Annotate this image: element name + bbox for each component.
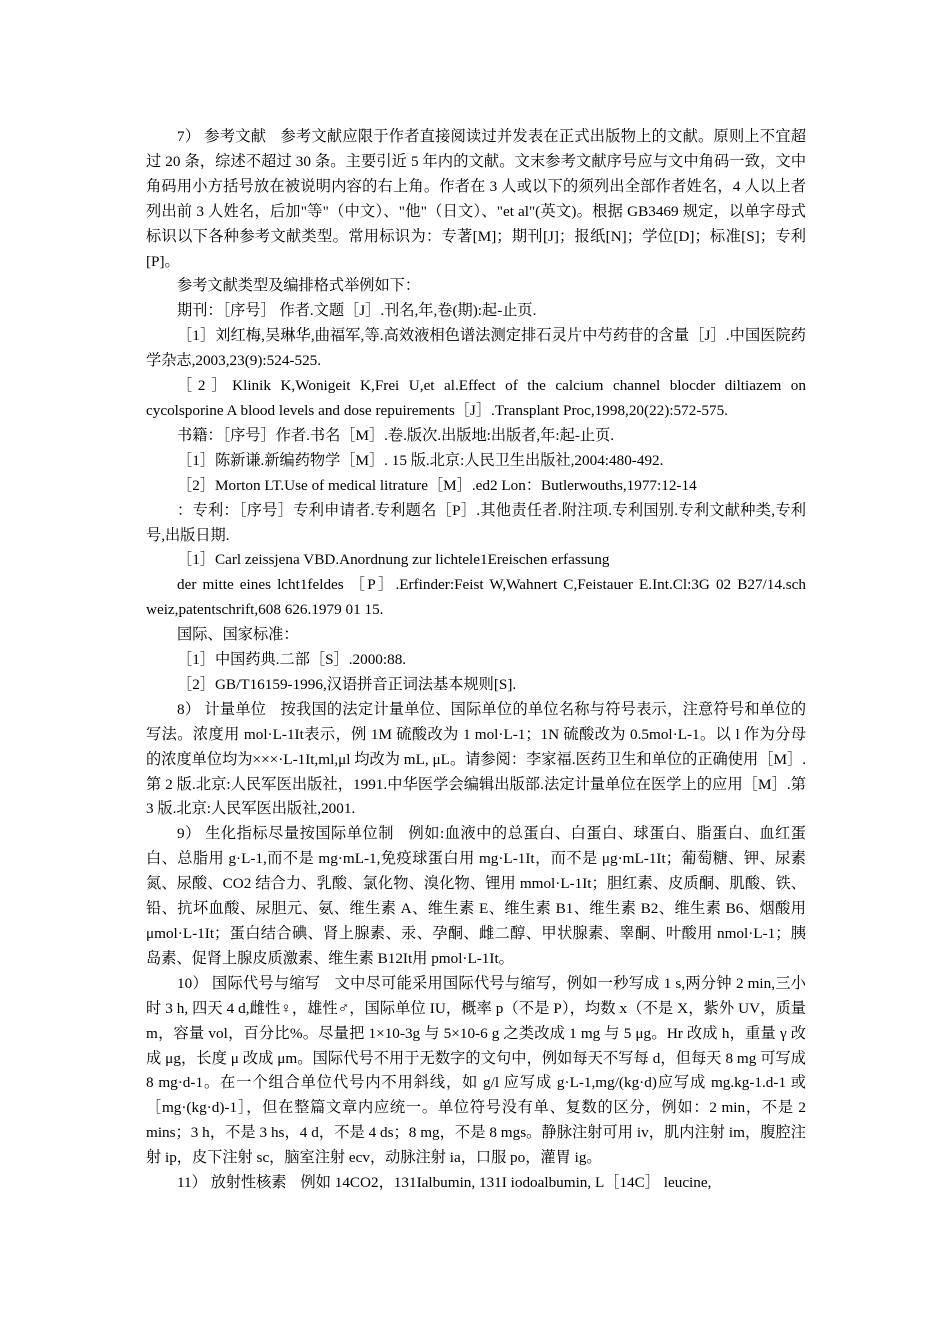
standard-format: 国际、国家标准：: [177, 626, 299, 644]
section-9-heading: 9） 生化指标尽量按国际单位制: [177, 825, 394, 843]
section-8-text: 按我国的法定计量单位、国际单位的单位名称与符号表示，注意符号和单位的写法。浓度用 mol·L-1It表示，例 1M 硫酸改为 1 mol·L-1；1N 硫酸改为 0.5mol·L-1。以 l 作为分母的浓度单位均为×××·L-1It,ml,μl 均改为 mL, μL。请参阅：李家福.医药卫生和单位的正确使用［M］.第 2 版.北京:人民军医出版社，1991.中华医学会编辑出版部.法定计量单位在医学上的应用［M］.第 3 版.北京:人民军医出版社,2001.: [146, 700, 807, 818]
reference-examples-intro: 参考文献类型及编排格式举例如下：: [177, 277, 420, 295]
section-10-heading: 10） 国际代号与缩写: [177, 974, 321, 992]
book-reference-1: ［1］陈新谦.新编药物学［M］. 15 版.北京:人民卫生出版社,2004:480-492.: [177, 451, 664, 469]
journal-format: 期刊：［序号］ 作者.文题［J］.刊名,年,卷(期):起-止页.: [177, 302, 537, 320]
journal-reference-2: ［2］Klinik K,Wonigeit K,Frei U,et al.Effect of the calcium channel blocder diltiazem on cycolsporine A blood levels and dose repuirements［J］.Transplant Proc,1998,20(22):572-575.: [146, 377, 806, 419]
section-7-text: 参考文献应限于作者直接阅读过并发表在正式出版物上的文献。原则上不宜超过 20 条，综述不超过 30 条。主要引近 5 年内的文献。文末参考文献序号应与文中角码一致，文中角码用小方括号放在被说明内容的右上角。作者在 3 人或以下的须列出全部作者姓名，4 人以上者列出前 3 人姓名，后加"等"（中文）、"他"（日文）、"et al"(英文)。根据 GB3469 规定，以单字母式标识以下各种参考文献类型。常用标识为：专著[M]；期刊[J]；报纸[N]；学位[D]；标准[S]；专利[P]。: [146, 128, 807, 270]
section-11-paragraph: [146, 1171, 806, 1196]
patent-format: ：专利：［序号］专利申请者.专利题名［P］.其他责任者.附注项.专利国别.专利文献种类,专利号,出版日期.: [146, 501, 806, 544]
document-body: [146, 125, 806, 1196]
section-10-paragraph: [146, 972, 806, 1171]
section-7-heading: 7） 参考文献: [177, 128, 267, 145]
section-7-paragraph: [146, 125, 806, 274]
book-reference-2: ［2］Morton LT.Use of medical litrature［M］.ed2 Lon：Butlerwouths,1977:12-14: [177, 476, 697, 494]
patent-reference-1-line-2: der mitte eines lcht1feldes ［P］.Erfinder:Feist W,Wahnert C,Feistauer E.Int.Cl:3G 02 B27/14.sch weiz,patentschrift,608 626.1979 01 15.: [146, 576, 806, 619]
section-9-text: 例如:血液中的总蛋白、白蛋白、球蛋白、脂蛋白、血红蛋白、总脂用 g·L-1,而不是 mg·mL-1,免疫球蛋白用 mg·L-1It，而不是 μg·mL-1It；葡萄糖、钾、尿素氮、尿酸、CO2 结合力、乳酸、氯化物、溴化物、锂用 mmol·L-1It；胆红素、皮质酮、肌酸、铁、铅、抗坏血酸、尿胆元、氨、维生素 A、维生素 E、维生素 B1、维生素 B2、维生素 B6、烟酸用 μmol·L-1It；蛋白结合碘、肾上腺素、汞、孕酮、雌二醇、甲状腺素、睾酮、叶酸用 nmol·L-1；胰岛素、促肾上腺皮质激素、维生素 B12It用 pmol·L-1It。: [146, 825, 806, 967]
section-9-paragraph: [146, 822, 806, 971]
journal-reference-1: ［1］刘红梅,吴琳华,曲福军,等.高效液相色谱法测定排石灵片中芍药苷的含量［J］.中国医院药学杂志,2003,23(9):524-525.: [146, 327, 806, 370]
section-10-text: 文中尽可能采用国际代号与缩写，例如一秒写成 1 s,两分钟 2 min,三小时 3 h, 四天 4 d,雌性♀，雄性♂，国际单位 IU，概率 p（不是 P），均数 x（不是 X，紫外 UV，质量 m，容量 vol，百分比%。尽量把 1×10-3g 与 5×10-6 g 之类改成 1 mg 与 5 μg。Hr 改成 h，重量 γ 改成 μg，长度 μ 改成 μm。国际代号不用于无数字的文句中，例如每天不写每 d，但每天 8 mg 可写成 8 mg·d-1。在一个组合单位代号内不用斜线，如 g/l 应写成 g·L-1,mg/(kg·d)应写成 mg.kg-1.d-1 或［mg·(kg·d)-1］，但在整篇文章内应统一。单位符号没有单、复数的区分，例如：2 min，不是 2 mins；3 h，不是 3 hs，4 d，不是 4 ds；8 mg，不是 8 mgs。静脉注射可用 iv，肌内注射 im，腹腔注射 ip，皮下注射 sc，脑室注射 ecv，动脉注射 ia，口服 po，灌胃 ig。: [146, 974, 806, 1167]
book-format: 书籍：［序号］作者.书名［M］.卷.版次.出版地:出版者,年:起-止页.: [177, 426, 615, 444]
section-11-heading: 11） 放射性核素: [177, 1174, 287, 1192]
section-8-heading: 8） 计量单位: [177, 700, 267, 718]
section-8-paragraph: [146, 698, 806, 823]
standard-reference-2: ［2］GB/T16159-1996,汉语拼音正词法基本规则[S].: [177, 675, 517, 693]
section-11-text: 例如 14CO2，131Ialbumin, 131I iodoalbumin, L［14C］ leucine,: [300, 1174, 712, 1192]
standard-reference-1: ［1］中国药典.二部［S］.2000:88.: [177, 651, 407, 669]
patent-reference-1-line-1: ［1］Carl zeissjena VBD.Anordnung zur lichtele1Ereischen erfassung: [177, 551, 610, 569]
